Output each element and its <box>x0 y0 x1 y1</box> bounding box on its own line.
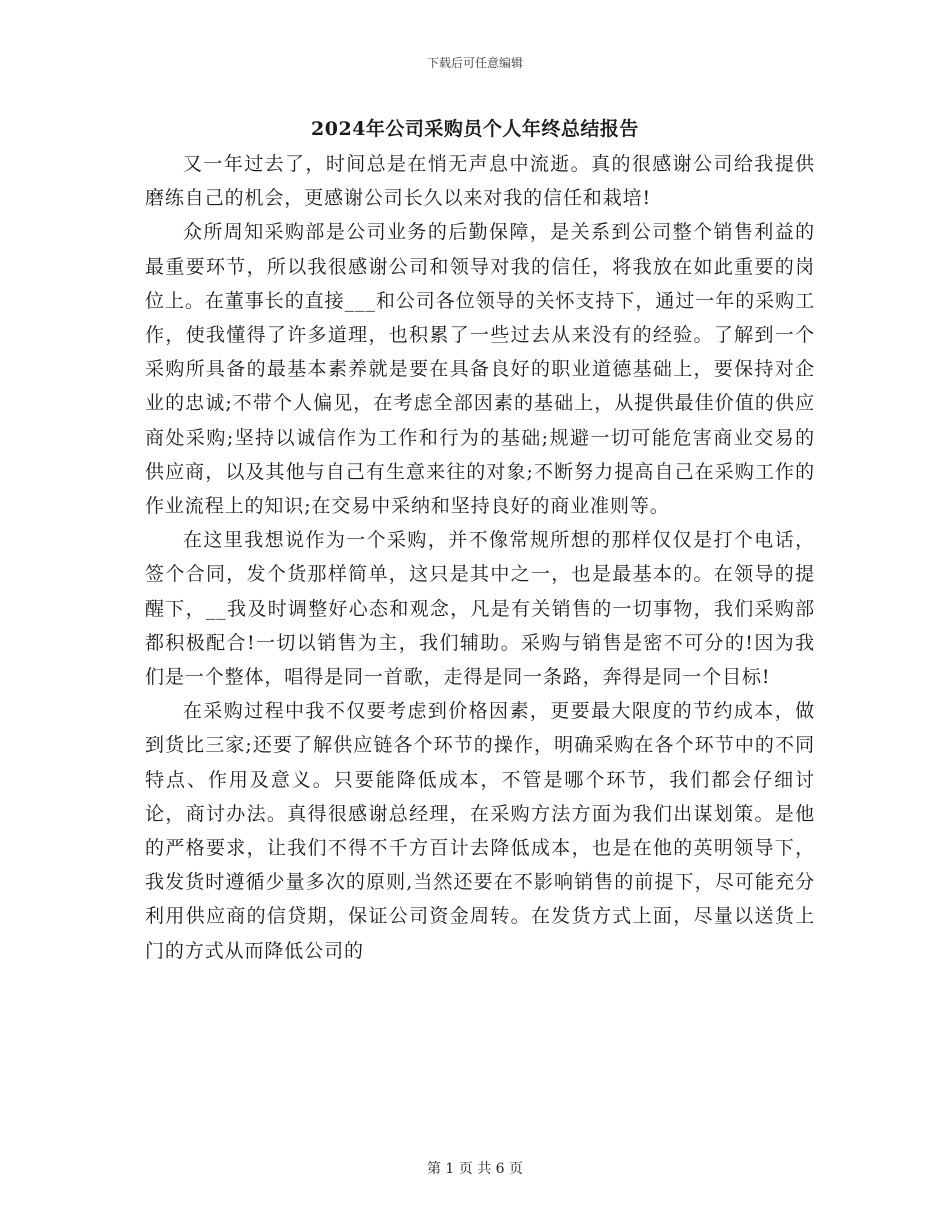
paragraph-4: 在采购过程中我不仅要考虑到价格因素，更要最大限度的节约成本，做到货比三家;还要了解供应链各个环节的操作，明确采购在各个环节中的不同特点、作用及意义。只要能降低成本，不管是哪个环节，我们都会仔细讨论，商讨办法。真得很感谢总经理，在采购方法方面为我们出谋划策。是他的严格要求，让我们不得不千方百计去降低成本，也是在他的英明领导下，我发货时遵循少量多次的原则,当然还要在不影响销售的前提下，尽可能充分利用供应商的信贷期，保证公司资金周转。在发货方式上面，尽量以送货上门的方式从而降低公司的 <box>145 700 815 962</box>
paragraph-3: 在这里我想说作为一个采购，并不像常规所想的那样仅仅是打个电话，签个合同，发个货那样简单，这只是其中之一，也是最基本的。在领导的提醒下，__我及时调整好心态和观念，凡是有关销售的一切事物，我们采购部都积极配合!一切以销售为主，我们辅助。采购与销售是密不可分的!因为我们是一个整体，唱得是同一首歌，走得是同一条路，奔得是同一个目标! <box>145 529 815 689</box>
paragraph-1: 又一年过去了，时间总是在悄无声息中流逝。真的很感谢公司给我提供磨练自己的机会，更感谢公司长久以来对我的信任和栽培! <box>145 153 815 210</box>
header-note: 下载后可任意编辑 <box>426 56 523 70</box>
document-title: 2024年公司采购员个人年终总结报告 <box>311 118 639 140</box>
page-number: 第 1 页 共 6 页 <box>426 1161 524 1177</box>
paragraph-2: 众所周知采购部是公司业务的后勤保障，是关系到公司整个销售利益的最重要环节，所以我很感谢公司和领导对我的信任，将我放在如此重要的岗位上。在董事长的直接___和公司各位领导的关怀支持下，通过一年的采购工作，使我懂得了许多道理，也积累了一些过去从来没有的经验。了解到一个采购所具备的最基本素养就是要在具备良好的职业道德基础上，要保持对企业的忠诚;不带个人偏见，在考虑全部因素的基础上，从提供最佳价值的供应商处采购;坚持以诚信作为工作和行为的基础;规避一切可能危害商业交易的供应商，以及其他与自己有生意来往的对象;不断努力提高自己在采购工作的作业流程上的知识;在交易中采纳和坚持良好的商业准则等。 <box>145 221 815 518</box>
document-body <box>145 147 815 968</box>
